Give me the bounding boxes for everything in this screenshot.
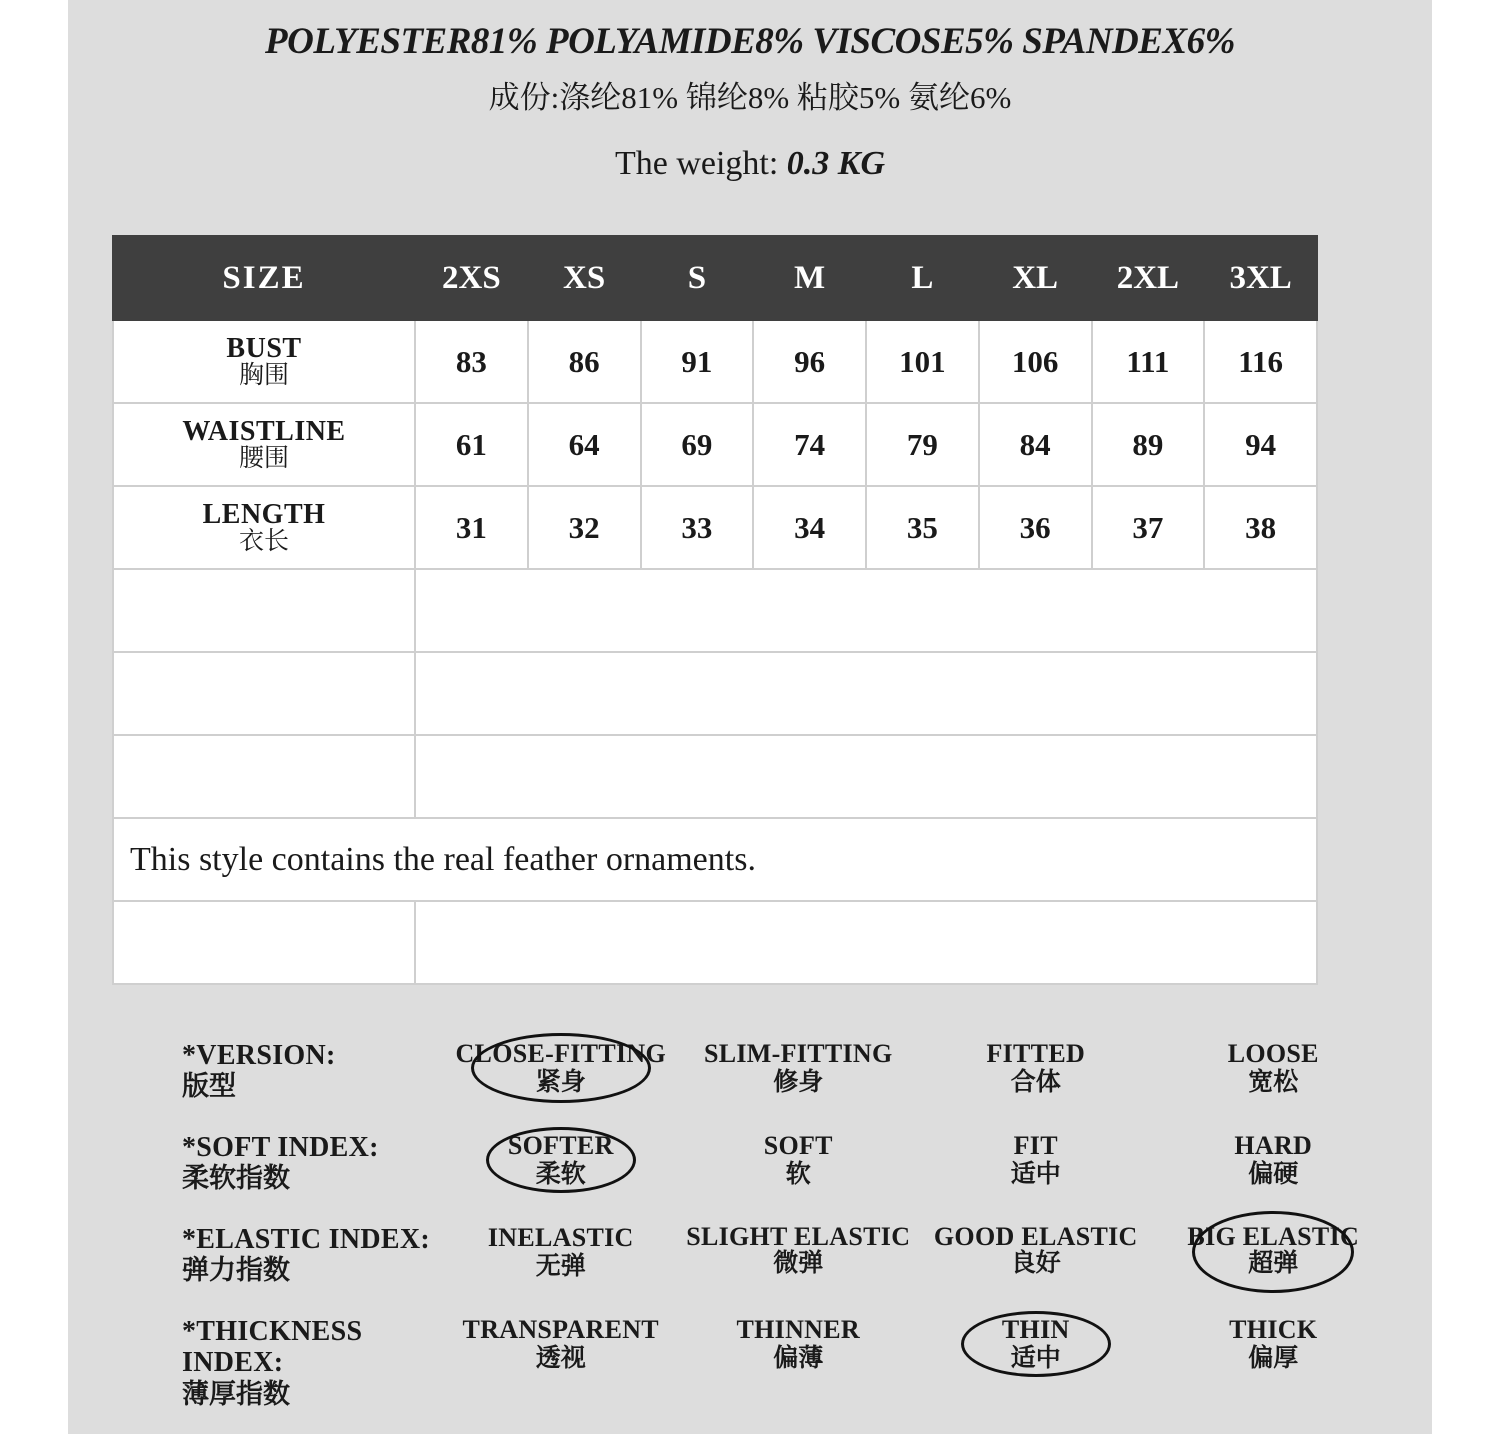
empty-cell	[113, 735, 415, 818]
empty-cell	[415, 735, 1317, 818]
size-table-body	[113, 320, 1317, 984]
option-good-elastic-cn: 良好	[1010, 1250, 1061, 1277]
option-softer-cn: 柔软	[535, 1160, 586, 1188]
cell-waistline-2xs: 61	[415, 403, 528, 486]
cell-length-3xl: 38	[1204, 486, 1317, 569]
cell-length-2xl: 37	[1092, 486, 1205, 569]
attribute-row-version	[112, 1040, 1392, 1132]
table-row-note	[113, 818, 1317, 901]
option-inelastic[interactable]	[442, 1224, 680, 1280]
empty-cell	[113, 652, 415, 735]
cell-length-m: 34	[753, 486, 866, 569]
table-row-waistline	[113, 403, 1317, 486]
weight-value: 0.3 KG	[786, 145, 886, 182]
row-label-bust-cn: 胸围	[238, 362, 289, 390]
cell-waistline-xs: 64	[528, 403, 641, 486]
option-thinner-cn: 偏薄	[773, 1344, 824, 1372]
attribute-options-version	[442, 1040, 1392, 1096]
attribute-title-version-en: *VERSION:	[182, 1040, 336, 1071]
attribute-title-soft-index	[112, 1132, 442, 1194]
empty-cell	[415, 901, 1317, 984]
option-soft-cn: 软	[785, 1160, 811, 1188]
option-soft-en: SOFT	[763, 1131, 833, 1160]
option-slim-fitting[interactable]	[680, 1040, 918, 1096]
row-label-length	[113, 486, 415, 569]
table-row-empty	[113, 735, 1317, 818]
weight-label: The weight:	[614, 145, 787, 182]
size-table-head	[113, 236, 1317, 320]
cell-waistline-xl: 84	[979, 403, 1092, 486]
column-header-m: M	[753, 236, 866, 320]
cell-waistline-m: 74	[753, 403, 866, 486]
attribute-title-thickness-index-cn: 薄厚指数	[182, 1378, 290, 1409]
option-big-elastic-cn: 超弹	[1248, 1250, 1299, 1277]
cell-length-l: 35	[866, 486, 979, 569]
cell-length-xs: 32	[528, 486, 641, 569]
option-hard[interactable]	[1155, 1132, 1393, 1188]
option-big-elastic-en: BIG ELASTIC	[1187, 1222, 1360, 1251]
cell-bust-2xs: 83	[415, 320, 528, 403]
option-transparent[interactable]	[442, 1316, 680, 1372]
option-thick-cn: 偏厚	[1248, 1344, 1299, 1372]
cell-bust-l: 101	[866, 320, 979, 403]
cell-bust-m: 96	[753, 320, 866, 403]
attribute-options-elastic-index	[442, 1224, 1392, 1280]
option-thinner-en: THINNER	[736, 1315, 860, 1344]
option-slight-elastic-cn: 微弹	[773, 1250, 824, 1277]
table-row-bust	[113, 320, 1317, 403]
option-inelastic-en: INELASTIC	[487, 1223, 634, 1252]
option-thinner[interactable]	[680, 1316, 918, 1372]
option-thick-en: THICK	[1229, 1315, 1318, 1344]
option-hard-en: HARD	[1234, 1131, 1313, 1160]
row-label-waistline	[113, 403, 415, 486]
attribute-title-thickness-index-en: *THICKNESS INDEX:	[182, 1316, 363, 1379]
row-label-bust	[113, 320, 415, 403]
attribute-row-soft-index	[112, 1132, 1392, 1224]
attribute-title-elastic-index	[112, 1224, 442, 1286]
option-softer-en: SOFTER	[507, 1131, 614, 1160]
cell-bust-xl: 106	[979, 320, 1092, 403]
option-thin[interactable]	[917, 1316, 1155, 1372]
option-loose-cn: 宽松	[1248, 1068, 1299, 1096]
row-label-waistline-en: WAISTLINE	[182, 415, 346, 447]
option-thick[interactable]	[1155, 1316, 1393, 1372]
row-label-length-cn: 衣长	[238, 528, 289, 556]
option-loose-en: LOOSE	[1227, 1039, 1319, 1068]
column-header-xs: XS	[528, 236, 641, 320]
option-soft[interactable]	[680, 1132, 918, 1188]
table-row-empty	[113, 569, 1317, 652]
cell-waistline-l: 79	[866, 403, 979, 486]
option-fitted-en: FITTED	[986, 1039, 1086, 1068]
size-chart-card	[68, 0, 1432, 1434]
option-good-elastic[interactable]	[917, 1224, 1155, 1280]
column-header-l: L	[866, 236, 979, 320]
cell-length-2xs: 31	[415, 486, 528, 569]
table-header-row	[113, 236, 1317, 320]
option-loose[interactable]	[1155, 1040, 1393, 1096]
empty-cell	[113, 901, 415, 984]
table-row-empty	[113, 901, 1317, 984]
empty-cell	[415, 569, 1317, 652]
left-margin	[0, 0, 68, 1434]
cell-waistline-s: 69	[641, 403, 754, 486]
table-row-length	[113, 486, 1317, 569]
weight-line	[68, 145, 1432, 183]
column-header-2xl: 2XL	[1092, 236, 1205, 320]
row-label-length-en: LENGTH	[202, 498, 326, 530]
empty-cell	[415, 652, 1317, 735]
option-close-fitting-en: CLOSE-FITTING	[455, 1039, 666, 1068]
row-label-waistline-cn: 腰围	[238, 445, 289, 473]
option-fitted-cn: 合体	[1010, 1068, 1061, 1096]
column-header-size: SIZE	[113, 236, 415, 320]
option-hard-cn: 偏硬	[1248, 1160, 1299, 1188]
cell-bust-3xl: 116	[1204, 320, 1317, 403]
column-header-s: S	[641, 236, 754, 320]
attributes-section	[112, 1040, 1392, 1408]
attribute-title-soft-index-cn: 柔软指数	[182, 1163, 290, 1194]
empty-cell	[113, 569, 415, 652]
attribute-title-elastic-index-cn: 弹力指数	[182, 1255, 290, 1286]
right-margin	[1432, 0, 1500, 1434]
option-fitted[interactable]	[917, 1040, 1155, 1096]
option-good-elastic-en: GOOD ELASTIC	[933, 1222, 1138, 1251]
size-measurement-table	[112, 235, 1318, 985]
option-softer[interactable]	[442, 1132, 680, 1188]
attribute-row-thickness-index	[112, 1316, 1392, 1408]
option-fit-en: FIT	[1013, 1131, 1058, 1160]
cell-bust-xs: 86	[528, 320, 641, 403]
cell-waistline-2xl: 89	[1092, 403, 1205, 486]
column-header-3xl: 3XL	[1204, 236, 1317, 320]
option-fit[interactable]	[917, 1132, 1155, 1188]
column-header-2xs: 2XS	[415, 236, 528, 320]
cell-length-xl: 36	[979, 486, 1092, 569]
feather-note: This style contains the real feather ornaments.	[113, 818, 1317, 901]
attribute-row-elastic-index	[112, 1224, 1392, 1316]
option-thin-cn: 适中	[1010, 1344, 1061, 1372]
composition-chinese: 成份:涤纶81% 锦纶8% 粘胶5% 氨纶6%	[488, 80, 1012, 115]
option-slim-fitting-en: SLIM-FITTING	[703, 1039, 893, 1068]
option-thin-en: THIN	[1001, 1315, 1070, 1344]
composition-english: POLYESTER81% POLYAMIDE8% VISCOSE5% SPANDEX6%	[265, 21, 1235, 62]
option-close-fitting[interactable]	[442, 1040, 680, 1096]
option-close-fitting-cn: 紧身	[535, 1068, 586, 1096]
cell-bust-s: 91	[641, 320, 754, 403]
attribute-title-version-cn: 版型	[182, 1071, 236, 1102]
column-header-xl: XL	[979, 236, 1092, 320]
cell-bust-2xl: 111	[1092, 320, 1205, 403]
attribute-title-thickness-index	[112, 1316, 442, 1409]
attribute-title-elastic-index-en: *ELASTIC INDEX:	[182, 1224, 430, 1255]
option-slight-elastic-en: SLIGHT ELASTIC	[686, 1222, 911, 1251]
option-big-elastic[interactable]	[1155, 1224, 1393, 1280]
attribute-title-soft-index-en: *SOFT INDEX:	[182, 1132, 379, 1163]
option-transparent-en: TRANSPARENT	[462, 1315, 659, 1344]
table-row-empty	[113, 652, 1317, 735]
option-slight-elastic[interactable]	[680, 1224, 918, 1280]
attribute-options-soft-index	[442, 1132, 1392, 1188]
cell-waistline-3xl: 94	[1204, 403, 1317, 486]
option-inelastic-cn: 无弹	[535, 1252, 586, 1280]
row-label-bust-en: BUST	[226, 332, 302, 364]
attribute-title-version	[112, 1040, 442, 1102]
option-slim-fitting-cn: 修身	[773, 1068, 824, 1096]
option-transparent-cn: 透视	[535, 1344, 586, 1372]
option-fit-cn: 适中	[1010, 1160, 1061, 1188]
attribute-options-thickness-index	[442, 1316, 1392, 1372]
cell-length-s: 33	[641, 486, 754, 569]
